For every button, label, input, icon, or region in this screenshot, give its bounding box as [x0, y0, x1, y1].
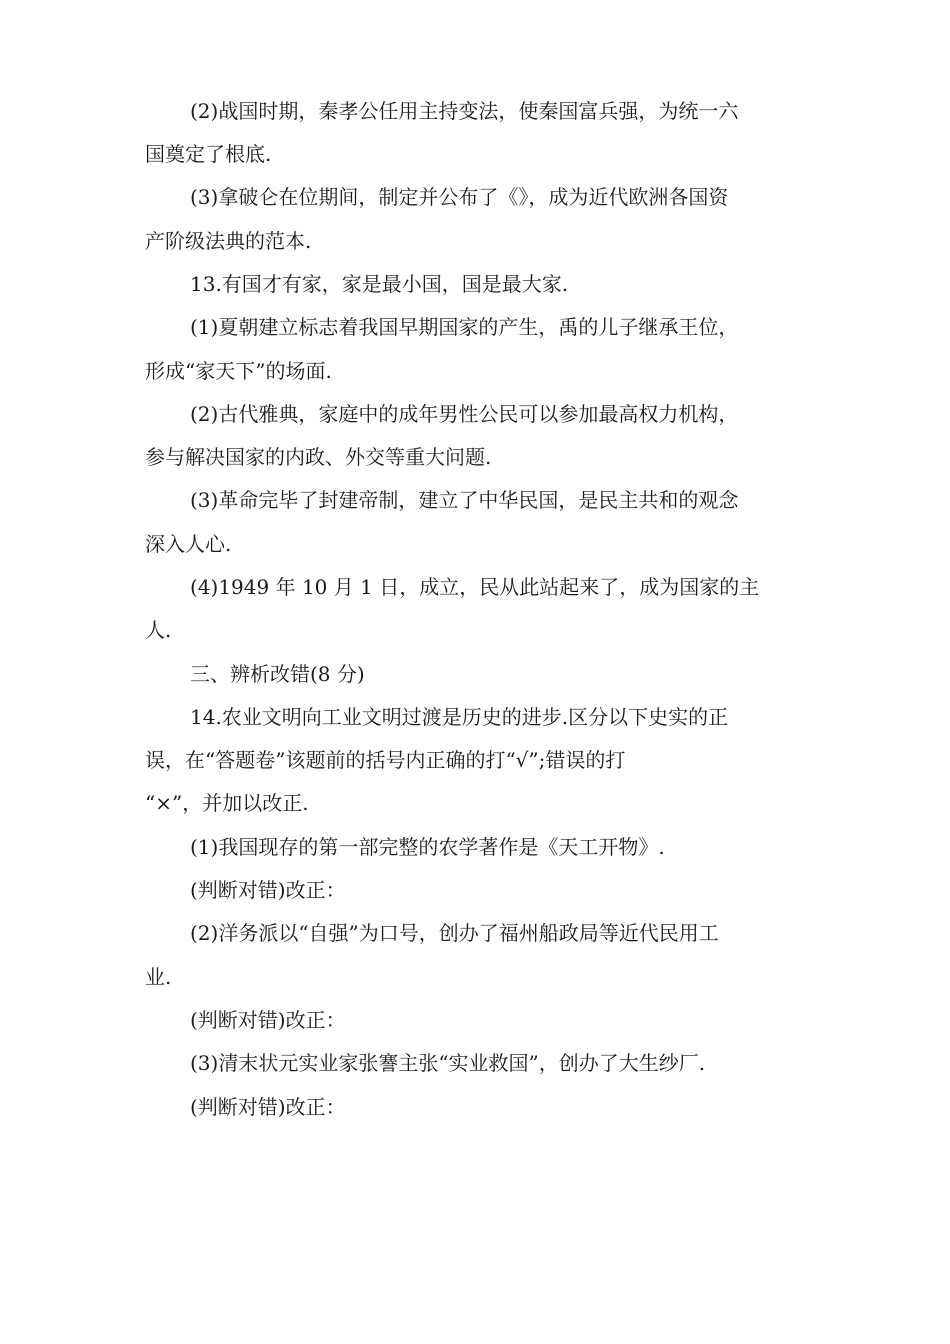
text-line: 深入人心. — [145, 532, 232, 556]
text-line: (4)1949 年 10 月 1 日，成立，民从此站起来了，成为国家的主 — [190, 575, 760, 599]
text-line: 产阶级法典的范本. — [145, 229, 312, 253]
answer-prompt: (判断对错)改正： — [190, 878, 346, 902]
section-heading: 三、辨析改错(8 分) — [190, 662, 365, 686]
text-line: (2)洋务派以“自强”为口号，创办了福州船政局等近代民用工 — [190, 921, 719, 945]
text-line: 13.有国才有家，家是最小国，国是最大家. — [190, 272, 569, 296]
text-line: 14.农业文明向工业文明过渡是历史的进步.区分以下史实的正 — [190, 705, 729, 729]
text-line: 形成“家天下”的场面. — [145, 359, 332, 383]
text-line: (3)革命完毕了封建帝制，建立了中华民国，是民主共和的观念 — [190, 488, 739, 512]
text-line: (2)战国时期，秦孝公任用主持变法，使秦国富兵强，为统一六 — [190, 99, 739, 123]
text-line: (1)夏朝建立标志着我国早期国家的产生，禹的儿子继承王位， — [190, 315, 739, 339]
text-line: 业. — [145, 965, 172, 989]
text-line: 参与解决国家的内政、外交等重大问题. — [145, 445, 492, 469]
text-line: 国奠定了根底. — [145, 142, 272, 166]
text-line: (2)古代雅典，家庭中的成年男性公民可以参加最高权力机构， — [190, 402, 739, 426]
text-line: (3)清末状元实业家张謇主张“实业救国”，创办了大生纱厂. — [190, 1051, 706, 1075]
text-line: (3)拿破仑在位期间，制定并公布了《》，成为近代欧洲各国资 — [190, 185, 729, 209]
text-line: 人. — [145, 618, 172, 642]
answer-prompt: (判断对错)改正： — [190, 1095, 346, 1119]
text-line: (1)我国现存的第一部完整的农学著作是《天工开物》. — [190, 835, 665, 859]
text-line: 误，在“答题卷”该题前的括号内正确的打“√”;错误的打 — [145, 748, 626, 772]
answer-prompt: (判断对错)改正： — [190, 1008, 346, 1032]
text-line: “×”，并加以改正. — [145, 791, 309, 815]
